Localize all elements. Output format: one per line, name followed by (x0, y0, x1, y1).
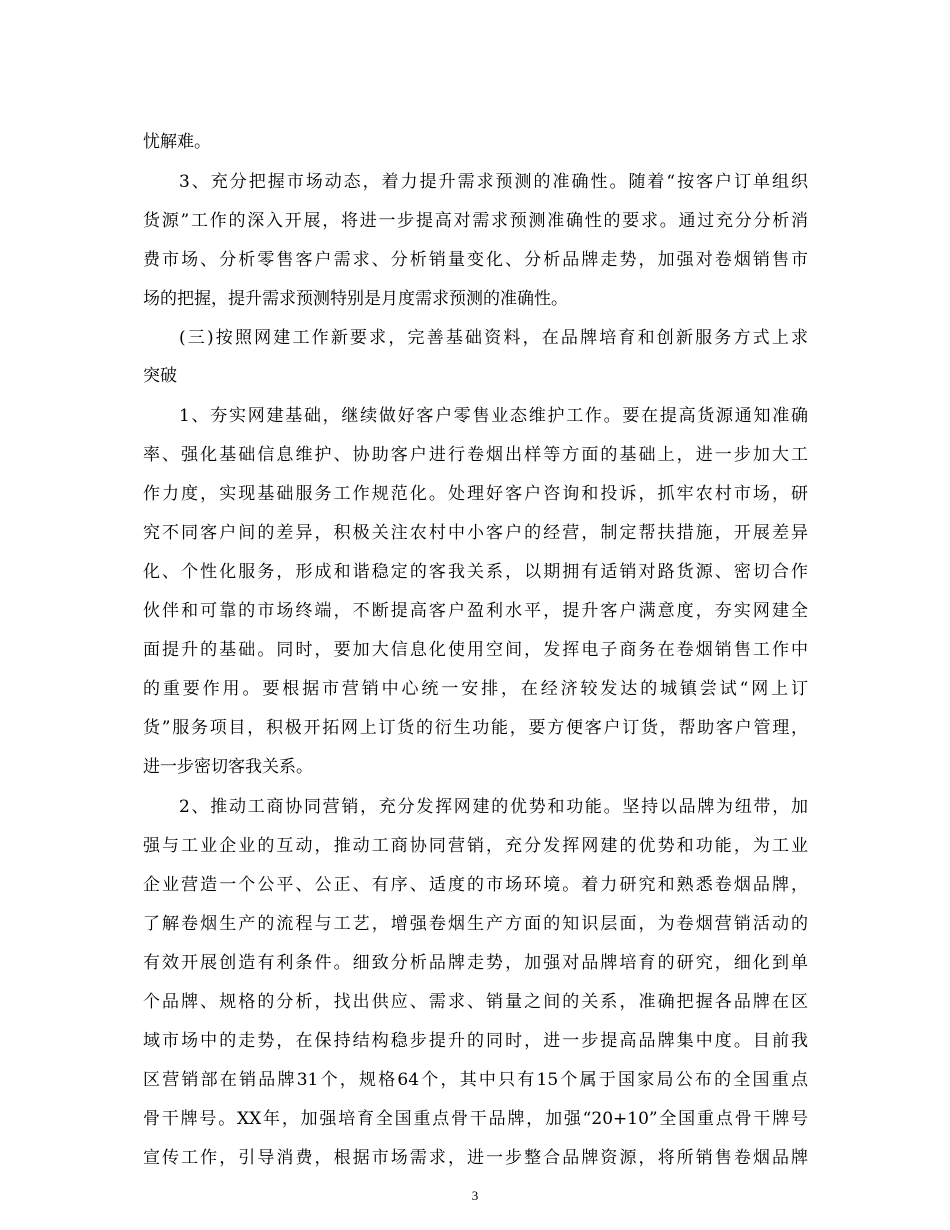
text-line: 伙伴和可靠的市场终端，不断提高客户盈利水平，提升客户满意度，夯实网建全 (143, 601, 808, 621)
text-line: 费市场、分析零售客户需求、分析销量变化、分析品牌走势，加强对卷烟销售市 (143, 250, 808, 270)
text-line: 强与工业企业的互动，推动工商协同营销，充分发挥网建的优势和功能，为工业 (143, 836, 808, 856)
text-line: 了解卷烟生产的流程与工艺，增强卷烟生产方面的知识层面，为卷烟营销活动的 (143, 914, 808, 934)
text-line: 作力度，实现基础服务工作规范化。处理好客户咨询和投诉，抓牢农村市场，研 (143, 484, 808, 504)
text-line: 的重要作用。要根据市营销中心统一安排，在经济较发达的城镇尝试“网上订 (143, 679, 808, 699)
text-line: 域市场中的走势，在保持结构稳步提升的同时，进一步提高品牌集中度。目前我 (143, 1031, 808, 1051)
text-line: 2、推动工商协同营销，充分发挥网建的优势和功能。坚持以品牌为纽带，加 (179, 797, 808, 817)
text-line: 个品牌、规格的分析，找出供应、需求、销量之间的关系，准确把握各品牌在区 (143, 992, 808, 1012)
text-line: 究不同客户间的差异，积极关注农村中小客户的经营，制定帮扶措施，开展差异 (143, 523, 808, 543)
text-line: 场的把握，提升需求预测特别是月度需求预测的准确性。 (143, 289, 568, 309)
text-line: 进一步密切客我关系。 (143, 757, 313, 777)
text-line: 3、充分把握市场动态，着力提升需求预测的准确性。随着“按客户订单组织 (179, 172, 808, 192)
text-line: 化、个性化服务，形成和谐稳定的客我关系，以期拥有适销对路货源、密切合作 (143, 562, 808, 582)
text-line: 货源”工作的深入开展，将进一步提高对需求预测准确性的要求。通过充分分析消 (143, 211, 808, 231)
section-heading-line: (三)按照网建工作新要求，完善基础资料，在品牌培育和创新服务方式上求 (179, 328, 808, 348)
section-heading-line: 突破 (143, 366, 177, 386)
text-line: 有效开展创造有利条件。细致分析品牌走势，加强对品牌培育的研究，细化到单 (143, 953, 808, 973)
text-line: 区营销部在销品牌31个，规格64个，其中只有15个属于国家局公布的全国重点 (143, 1070, 808, 1090)
text-line: 1、夯实网建基础，继续做好客户零售业态维护工作。要在提高货源通知准确 (179, 406, 808, 426)
text-line: 面提升的基础。同时，要加大信息化使用空间，发挥电子商务在卷烟销售工作中 (143, 640, 808, 660)
text-line: 忧解难。 (143, 132, 211, 152)
text-line: 率、强化基础信息维护、协助客户进行卷烟出样等方面的基础上，进一步加大工 (143, 445, 808, 465)
page-number: 3 (471, 1188, 479, 1203)
text-line: 宣传工作，引导消费，根据市场需求，进一步整合品牌资源，将所销售卷烟品牌 (143, 1148, 808, 1168)
text-line: 企业营造一个公平、公正、有序、适度的市场环境。着力研究和熟悉卷烟品牌， (143, 875, 808, 895)
text-line: 骨干牌号。XX年，加强培育全国重点骨干品牌，加强“20+10”全国重点骨干牌号 (143, 1109, 808, 1129)
text-line: 货”服务项目，积极开拓网上订货的衍生功能，要方便客户订货，帮助客户管理， (143, 718, 808, 738)
